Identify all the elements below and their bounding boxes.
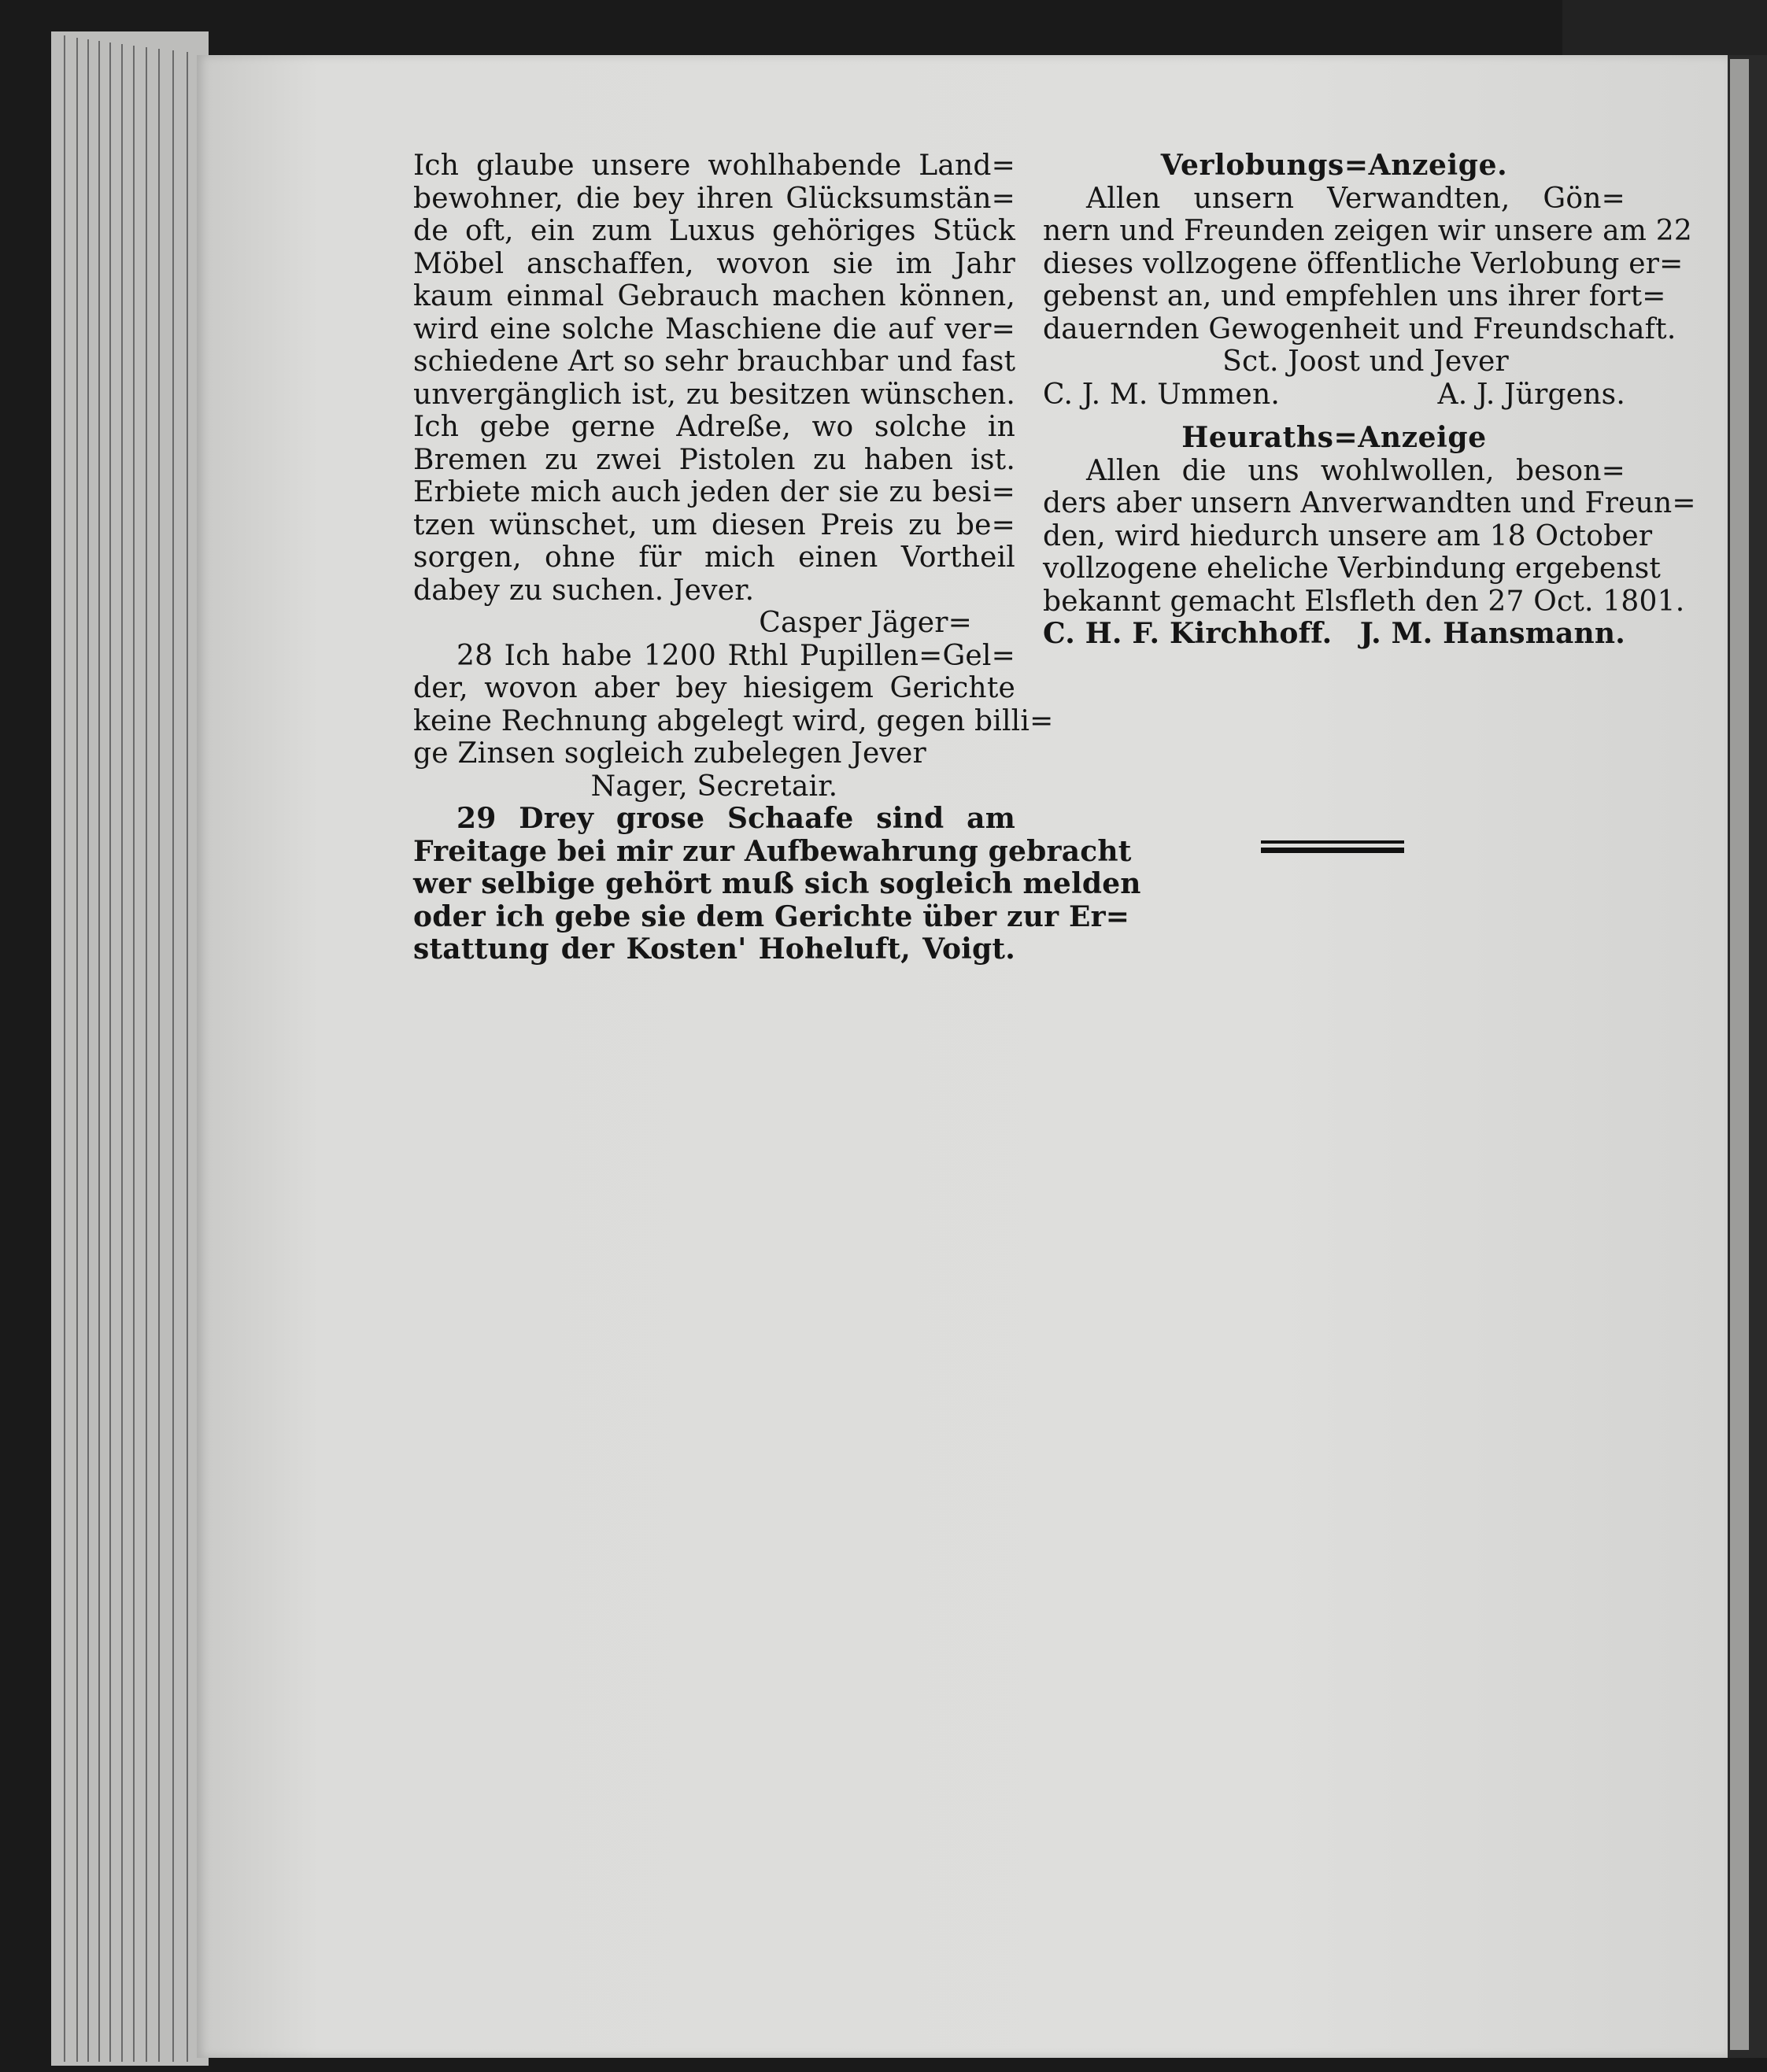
text-line: keine Rechnung abgelegt wird, gegen billi= (413, 704, 1054, 737)
section-divider (1261, 840, 1404, 861)
text-line: sorgen, ohne für mich einen Vortheil (413, 541, 1015, 574)
text-line: der, wovon aber bey hiesigem Gerichte (413, 672, 1015, 704)
signature-line (1043, 379, 1625, 412)
notice-28-line: 28 Ich habe 1200 Rthl Pupillen=Gel= (457, 639, 1015, 672)
text-line: den, wird hiedurch unsere am 18 October (1043, 519, 1653, 552)
text-line: Ich gebe gerne Adreße, wo solche in (413, 411, 1015, 443)
notice-29-line: 29 Drey grose Schaafe sind am (457, 802, 1015, 835)
text-line: stattung der Kosten' Hoheluft, Voigt. (413, 933, 1015, 966)
signature-right: A. J. Jürgens. (1437, 378, 1625, 411)
left-column (413, 150, 1141, 966)
text-line: bewohner, die bey ihren Glücksumstän= (413, 182, 1015, 215)
text-line: oder ich gebe sie dem Gerichte über zur Er= (413, 899, 1130, 933)
signature-left: C. J. M. Ummen. (1043, 378, 1280, 411)
text-line: Erbiete mich auch jeden der sie zu besi= (413, 476, 1015, 508)
text-line: wird eine solche Maschiene die auf ver= (413, 312, 1015, 345)
text-line: dauernden Gewogenheit und Freundschaft. (1043, 312, 1676, 345)
text-line: kaum einmal Gebrauch machen können, (413, 280, 1015, 312)
signature-left: C. H. F. Kirchhoff. (1043, 617, 1333, 650)
signature-line (1043, 618, 1625, 651)
text-line: schiedene Art so sehr brauchbar und fast (413, 345, 1016, 378)
text-line: vollzogene eheliche Verbindung ergebenst (1043, 552, 1662, 585)
text-line: ge Zinsen sogleich zubelegen Jever (413, 737, 926, 770)
signature: Casper Jäger= (759, 607, 972, 639)
text-line: gebenst an, und empfehlen uns ihrer fort= (1043, 280, 1666, 312)
text-line: wer selbige gehört muß sich sogleich melden (413, 867, 1141, 900)
text-line: tzen wünschet, um diesen Preis zu be= (413, 508, 1015, 541)
place-line: Sct. Joost und Jever (1222, 345, 1509, 378)
signature-right: J. M. Hansmann. (1359, 617, 1625, 650)
marriage-heading: Heuraths=Anzeige (1181, 421, 1487, 454)
text-line: Bremen zu zwei Pistolen zu haben ist. (413, 443, 1015, 476)
text-line: Freitage bei mir zur Aufbewahrung gebracht (413, 834, 1132, 868)
text-line: Möbel anschaffen, wovon sie im Jahr (413, 247, 1015, 280)
signature: Nager, Secretair. (590, 770, 838, 803)
text-line: nern und Freunden zeigen wir unsere am 22 (1043, 215, 1692, 247)
text-line: dieses vollzogene öffentliche Verlobung er= (1043, 247, 1684, 280)
text-line: dabey zu suchen. Jever. (413, 574, 755, 607)
text-line: Allen die uns wohlwollen, beson= (1086, 454, 1625, 487)
text-line: bekannt gemacht Elsfleth den 27 Oct. 1801. (1043, 585, 1685, 618)
text-line: Allen unsern Verwandten, Gön= (1086, 182, 1625, 215)
text-line: de oft, ein zum Luxus gehöriges Stück (413, 215, 1015, 247)
text-line: unvergänglich ist, zu besitzen wünschen. (413, 378, 1015, 411)
right-column (1043, 149, 1696, 651)
text-line: ders aber unsern Anverwandten und Freun= (1043, 487, 1696, 519)
betrothal-heading: Verlobungs=Anzeige. (1160, 149, 1508, 182)
text-line: Ich glaube unsere wohlhabende Land= (413, 150, 1015, 182)
